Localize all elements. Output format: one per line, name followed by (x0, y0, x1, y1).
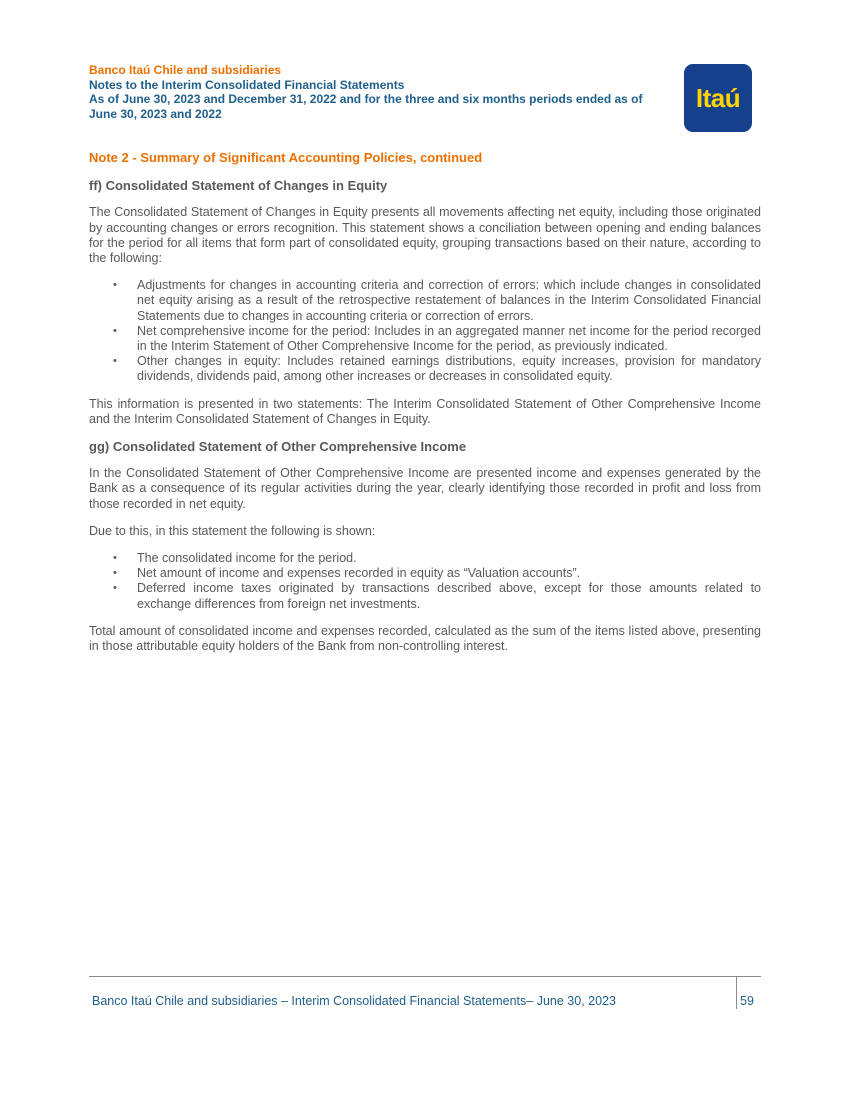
section-ff-bullet: • Net comprehensive income for the period: Includes in an aggregated manner net income for the period recorged in the Interim Statement of Other Comprehensive Income for the period, as previously indicated. (89, 324, 761, 354)
itau-logo (684, 64, 752, 132)
footer-rule (89, 976, 761, 977)
document-header (89, 63, 679, 121)
section-gg-bullet: • Net amount of income and expenses recorded in equity as “Valuation accounts”. (89, 566, 761, 581)
section-ff-title: ff) Consolidated Statement of Changes in Equity (89, 178, 388, 194)
section-ff-bullet: • Other changes in equity: Includes retained earnings distributions, equity increases, provision for mandatory dividends, dividends paid, among other increases or decreases in consolidated equity. (89, 354, 761, 384)
header-line-3: As of June 30, 2023 and December 31, 2022 and for the three and six months periods ended as of (89, 92, 643, 106)
section-gg-bullet: • Deferred income taxes originated by transactions described above, except for those amounts related to exchange differences from foreign net investments. (89, 581, 761, 611)
note-title: Note 2 - Summary of Significant Accounting Policies, continued (89, 150, 483, 165)
header-company: Banco Itaú Chile and subsidiaries (89, 63, 282, 77)
section-gg-lead: Due to this, in this statement the following is shown: (89, 523, 376, 538)
page-content (89, 150, 761, 666)
section-ff-bullet-list (89, 278, 761, 384)
section-gg-bullet-list (89, 551, 761, 612)
section-ff-closing: This information is presented in two statements: The Interim Consolidated Statement of Other Comprehensive Income and the Interim Consolidated Statement of Changes in Equity. (89, 396, 761, 426)
section-gg-closing: Total amount of consolidated income and expenses recorded, calculated as the sum of the items listed above, presenting in those attributable equity holders of the Bank from non-controlling interest. (89, 623, 761, 654)
section-ff-intro: The Consolidated Statement of Changes in Equity presents all movements affecting net equity, including those originated by accounting changes or errors recognition. This statement shows a conciliation between opening and ending balances for the period for all items that form part of consolidated equity, grouping transactions based on their nature, according to the following: (89, 205, 761, 266)
header-line-4: June 30, 2023 and 2022 (89, 106, 222, 121)
section-ff-bullet: • Adjustments for changes in accounting criteria and correction of errors: which include changes in consolidated net equity arising as a result of the retrospective restatement of balances in the Interim Consolidated Financial Statements due to changes in accounting criteria or correction of errors. (89, 278, 761, 324)
section-gg-title: gg) Consolidated Statement of Other Comprehensive Income (89, 439, 467, 455)
section-gg-intro: In the Consolidated Statement of Other Comprehensive Income are presented income and expenses generated by the Bank as a consequence of its regular activities during the year, clearly identifying those recorded in profit and loss from those recorded in net equity. (89, 466, 761, 511)
page-number: 59 (740, 994, 754, 1008)
footer-text: Banco Itaú Chile and subsidiaries – Interim Consolidated Financial Statements– June 30, 2023 (92, 994, 616, 1008)
footer-divider (736, 977, 737, 1009)
logo-text: Itaú (695, 82, 741, 113)
section-gg-bullet: • The consolidated income for the period. (89, 551, 761, 566)
header-line-2: Notes to the Interim Consolidated Financial Statements (89, 77, 405, 92)
